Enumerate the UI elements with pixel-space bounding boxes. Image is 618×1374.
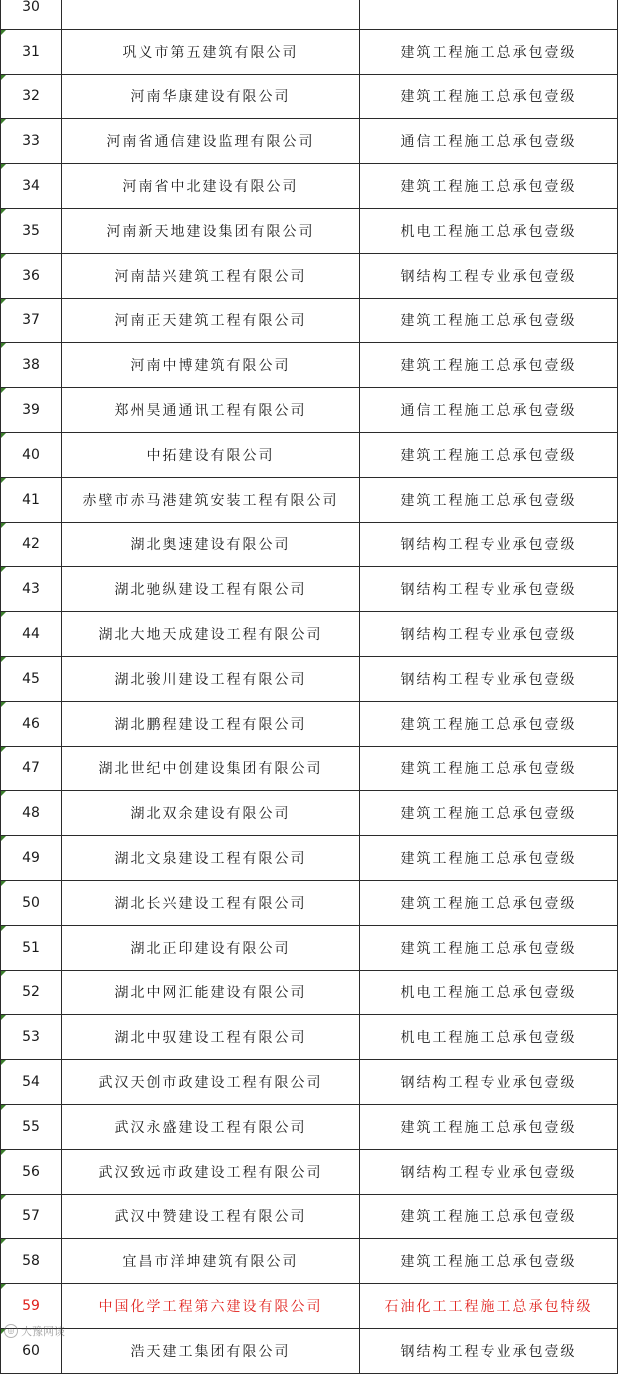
company-name: 湖北大地天成建设工程有限公司	[62, 612, 360, 657]
qualification-level: 建筑工程施工总承包壹级	[360, 1104, 618, 1149]
row-number: 31	[1, 29, 62, 74]
qualification-level: 钢结构工程专业承包壹级	[360, 1328, 618, 1373]
table-row	[1, 880, 618, 925]
row-number: 46	[1, 701, 62, 746]
qualification-level: 建筑工程施工总承包壹级	[360, 74, 618, 119]
table-row	[1, 253, 618, 298]
company-name: 湖北文泉建设工程有限公司	[62, 836, 360, 881]
row-number: 39	[1, 388, 62, 433]
table-row	[1, 0, 618, 29]
table-row	[1, 656, 618, 701]
watermark-logo-icon: ◎	[4, 1324, 18, 1338]
row-number: 57	[1, 1194, 62, 1239]
qualification-level: 建筑工程施工总承包壹级	[360, 925, 618, 970]
table-row	[1, 567, 618, 612]
row-number: 55	[1, 1104, 62, 1149]
row-number: 34	[1, 164, 62, 209]
table-row	[1, 388, 618, 433]
table-row	[1, 925, 618, 970]
table-row	[1, 477, 618, 522]
qualification-level: 钢结构工程专业承包壹级	[360, 612, 618, 657]
company-name: 赤壁市赤马港建筑安装工程有限公司	[62, 477, 360, 522]
company-name: 河南新天地建设集团有限公司	[62, 208, 360, 253]
qualification-level: 建筑工程施工总承包壹级	[360, 298, 618, 343]
qualification-level: 钢结构工程专业承包壹级	[360, 522, 618, 567]
company-name: 武汉致远市政建设工程有限公司	[62, 1149, 360, 1194]
table-row	[1, 701, 618, 746]
row-number: 45	[1, 656, 62, 701]
company-name: 河南华康建设有限公司	[62, 74, 360, 119]
watermark-text: 大豫网谈	[21, 1325, 65, 1338]
table-row	[1, 522, 618, 567]
table-row	[1, 432, 618, 477]
row-number: 58	[1, 1239, 62, 1284]
qualification-level: 建筑工程施工总承包壹级	[360, 432, 618, 477]
company-name: 湖北奥速建设有限公司	[62, 522, 360, 567]
qualification-level: 钢结构工程专业承包壹级	[360, 567, 618, 612]
watermark	[4, 1323, 65, 1339]
qualification-level: 钢结构工程专业承包壹级	[360, 253, 618, 298]
table-row	[1, 970, 618, 1015]
table-body	[1, 0, 618, 1373]
company-name: 湖北世纪中创建设集团有限公司	[62, 746, 360, 791]
row-number: 33	[1, 119, 62, 164]
table-row	[1, 208, 618, 253]
row-number: 56	[1, 1149, 62, 1194]
qualification-level: 建筑工程施工总承包壹级	[360, 343, 618, 388]
company-name: 河南中博建筑有限公司	[62, 343, 360, 388]
table-row	[1, 1239, 618, 1284]
company-name: 湖北双余建设有限公司	[62, 791, 360, 836]
company-name: 湖北骏川建设工程有限公司	[62, 656, 360, 701]
qualification-level: 建筑工程施工总承包壹级	[360, 836, 618, 881]
qualification-level: 石油化工工程施工总承包特级	[360, 1284, 618, 1329]
row-number: 40	[1, 432, 62, 477]
row-number: 49	[1, 836, 62, 881]
row-number: 42	[1, 522, 62, 567]
company-name: 武汉天创市政建设工程有限公司	[62, 1060, 360, 1105]
qualification-level: 通信工程施工总承包壹级	[360, 388, 618, 433]
row-number: 60	[1, 1328, 62, 1373]
company-name: 河南省中北建设有限公司	[62, 164, 360, 209]
qualification-level: 建筑工程施工总承包壹级	[360, 791, 618, 836]
company-name: 宜昌市洋坤建筑有限公司	[62, 1239, 360, 1284]
qualification-level: 钢结构工程专业承包壹级	[360, 1060, 618, 1105]
table-row	[1, 298, 618, 343]
table-row	[1, 1284, 618, 1329]
qualification-level: 建筑工程施工总承包壹级	[360, 746, 618, 791]
table-row	[1, 164, 618, 209]
table-row	[1, 791, 618, 836]
qualification-level: 建筑工程施工总承包壹级	[360, 29, 618, 74]
company-name: 湖北中网汇能建设有限公司	[62, 970, 360, 1015]
company-name: 巩义市第五建筑有限公司	[62, 29, 360, 74]
row-number: 51	[1, 925, 62, 970]
company-name: 河南省通信建设监理有限公司	[62, 119, 360, 164]
qualification-level: 机电工程施工总承包壹级	[360, 208, 618, 253]
row-number: 32	[1, 74, 62, 119]
row-number: 54	[1, 1060, 62, 1105]
table-row	[1, 612, 618, 657]
row-number: 37	[1, 298, 62, 343]
qualification-level: 建筑工程施工总承包壹级	[360, 880, 618, 925]
row-number: 36	[1, 253, 62, 298]
table-row	[1, 1060, 618, 1105]
row-number: 30	[1, 0, 62, 29]
row-number: 48	[1, 791, 62, 836]
qualification-level: 钢结构工程专业承包壹级	[360, 1149, 618, 1194]
row-number: 38	[1, 343, 62, 388]
company-name: 湖北长兴建设工程有限公司	[62, 880, 360, 925]
company-name: 武汉中赞建设工程有限公司	[62, 1194, 360, 1239]
row-number: 41	[1, 477, 62, 522]
company-name: 湖北驰纵建设工程有限公司	[62, 567, 360, 612]
row-number: 53	[1, 1015, 62, 1060]
qualification-level: 通信工程施工总承包壹级	[360, 119, 618, 164]
company-name: 中拓建设有限公司	[62, 432, 360, 477]
company-name: 武汉永盛建设工程有限公司	[62, 1104, 360, 1149]
qualification-level: 建筑工程施工总承包壹级	[360, 701, 618, 746]
row-number: 44	[1, 612, 62, 657]
table-row	[1, 1194, 618, 1239]
company-name: 湖北中驭建设工程有限公司	[62, 1015, 360, 1060]
table-row	[1, 343, 618, 388]
row-number: 50	[1, 880, 62, 925]
company-name: 河南正天建筑工程有限公司	[62, 298, 360, 343]
table-row	[1, 746, 618, 791]
company-name	[62, 0, 360, 29]
company-name: 湖北正印建设有限公司	[62, 925, 360, 970]
table-row	[1, 1104, 618, 1149]
qualification-level	[360, 0, 618, 29]
company-name: 中国化学工程第六建设有限公司	[62, 1284, 360, 1329]
qualification-level: 机电工程施工总承包壹级	[360, 970, 618, 1015]
table-row	[1, 1015, 618, 1060]
qualification-level: 建筑工程施工总承包壹级	[360, 1239, 618, 1284]
row-number: 43	[1, 567, 62, 612]
company-name: 浩天建工集团有限公司	[62, 1328, 360, 1373]
row-number: 47	[1, 746, 62, 791]
row-number: 35	[1, 208, 62, 253]
table-row	[1, 29, 618, 74]
company-name: 河南喆兴建筑工程有限公司	[62, 253, 360, 298]
qualification-level: 建筑工程施工总承包壹级	[360, 164, 618, 209]
table-row	[1, 1149, 618, 1194]
table-row	[1, 74, 618, 119]
table-row	[1, 1328, 618, 1373]
table-row	[1, 836, 618, 881]
qualification-level: 钢结构工程专业承包壹级	[360, 656, 618, 701]
qualification-level: 建筑工程施工总承包壹级	[360, 1194, 618, 1239]
company-name: 湖北鹏程建设工程有限公司	[62, 701, 360, 746]
qualification-level: 机电工程施工总承包壹级	[360, 1015, 618, 1060]
row-number: 59	[1, 1284, 62, 1329]
row-number: 52	[1, 970, 62, 1015]
qualification-level: 建筑工程施工总承包壹级	[360, 477, 618, 522]
table-row	[1, 119, 618, 164]
company-name: 郑州昊通通讯工程有限公司	[62, 388, 360, 433]
